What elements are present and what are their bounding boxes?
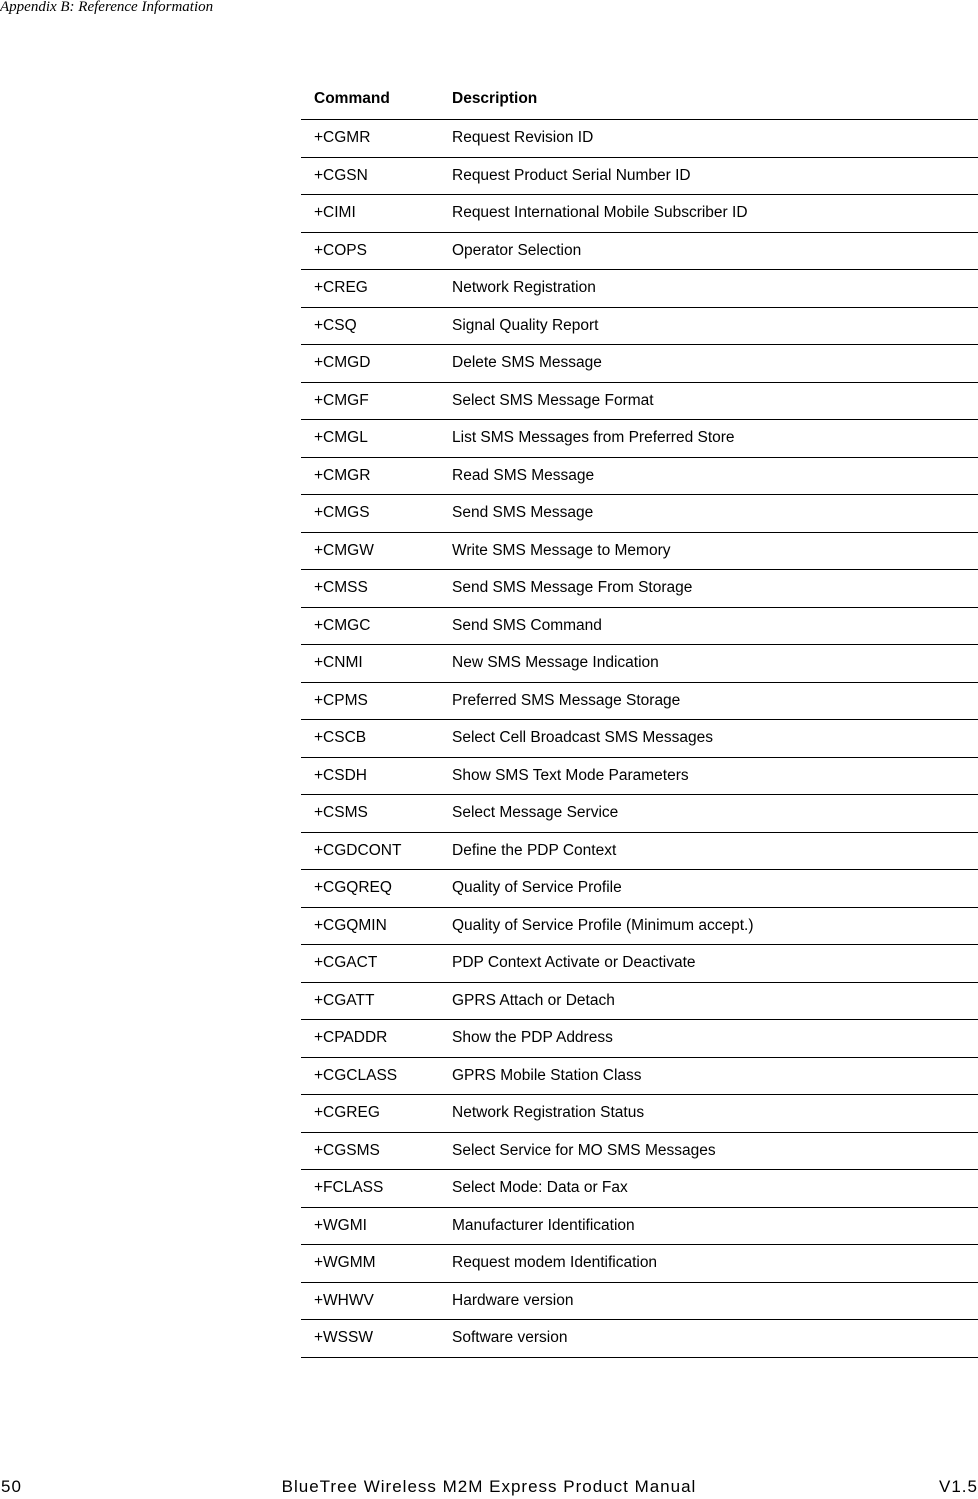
table-row — [301, 1020, 978, 1058]
command-cell: +CSQ — [301, 307, 452, 345]
command-cell: +CGREG — [301, 1095, 452, 1133]
command-cell: +CMGC — [301, 607, 452, 645]
command-cell: +CGACT — [301, 945, 452, 983]
description-cell: GPRS Mobile Station Class — [452, 1057, 978, 1095]
table-row — [301, 1170, 978, 1208]
description-cell: Signal Quality Report — [452, 307, 978, 345]
table-row — [301, 795, 978, 833]
description-cell: Quality of Service Profile (Minimum accept.) — [452, 907, 978, 945]
running-header: Appendix B: Reference Information — [0, 0, 214, 15]
command-cell: +CGQREQ — [301, 870, 452, 908]
table-row — [301, 1245, 978, 1283]
command-cell: +CSCB — [301, 720, 452, 758]
command-cell: +CMGD — [301, 345, 452, 383]
command-cell: +CGCLASS — [301, 1057, 452, 1095]
table-row — [301, 982, 978, 1020]
command-cell: +CMSS — [301, 570, 452, 608]
description-cell: Network Registration — [452, 270, 978, 308]
table-row — [301, 832, 978, 870]
description-cell: Request Revision ID — [452, 120, 978, 158]
description-cell: Quality of Service Profile — [452, 870, 978, 908]
description-cell: Select SMS Message Format — [452, 382, 978, 420]
page-number: 50 — [1, 1477, 22, 1496]
description-cell: Hardware version — [452, 1282, 978, 1320]
description-cell: Preferred SMS Message Storage — [452, 682, 978, 720]
command-cell: +CREG — [301, 270, 452, 308]
table-row — [301, 1207, 978, 1245]
table-row — [301, 157, 978, 195]
table-row — [301, 345, 978, 383]
description-cell: Send SMS Message — [452, 495, 978, 533]
command-cell: +CGATT — [301, 982, 452, 1020]
description-cell: Request Product Serial Number ID — [452, 157, 978, 195]
command-cell: +CGSN — [301, 157, 452, 195]
description-cell: Select Mode: Data or Fax — [452, 1170, 978, 1208]
command-cell: +CIMI — [301, 195, 452, 233]
command-cell: +CNMI — [301, 645, 452, 683]
table-row — [301, 1132, 978, 1170]
description-cell: Show the PDP Address — [452, 1020, 978, 1058]
table-row — [301, 495, 978, 533]
command-cell: +CGMR — [301, 120, 452, 158]
table-row — [301, 1282, 978, 1320]
command-cell: +CGQMIN — [301, 907, 452, 945]
command-cell: +WHWV — [301, 1282, 452, 1320]
table-row — [301, 420, 978, 458]
table-row — [301, 457, 978, 495]
description-cell: PDP Context Activate or Deactivate — [452, 945, 978, 983]
command-cell: +CGSMS — [301, 1132, 452, 1170]
command-cell: +CMGW — [301, 532, 452, 570]
description-cell: List SMS Messages from Preferred Store — [452, 420, 978, 458]
table-row — [301, 120, 978, 158]
column-header-command: Command — [301, 78, 452, 120]
document-title: BlueTree Wireless M2M Express Product Manual — [281, 1477, 697, 1496]
table-row — [301, 270, 978, 308]
command-cell: +CPMS — [301, 682, 452, 720]
description-cell: Show SMS Text Mode Parameters — [452, 757, 978, 795]
command-cell: +CMGR — [301, 457, 452, 495]
description-cell: GPRS Attach or Detach — [452, 982, 978, 1020]
table-row — [301, 757, 978, 795]
table-row — [301, 720, 978, 758]
table-row — [301, 307, 978, 345]
description-cell: Request International Mobile Subscriber ID — [452, 195, 978, 233]
table-row — [301, 232, 978, 270]
description-cell: Send SMS Message From Storage — [452, 570, 978, 608]
document-version: V1.5 — [939, 1477, 978, 1496]
command-cell: +CMGF — [301, 382, 452, 420]
table-row — [301, 195, 978, 233]
table-row — [301, 682, 978, 720]
table-body — [301, 120, 978, 1358]
column-header-description: Description — [452, 78, 978, 120]
description-cell: Manufacturer Identification — [452, 1207, 978, 1245]
table-row — [301, 945, 978, 983]
running-footer — [0, 1477, 978, 1499]
table-row — [301, 382, 978, 420]
command-cell: +CSDH — [301, 757, 452, 795]
description-cell: Write SMS Message to Memory — [452, 532, 978, 570]
table-row — [301, 645, 978, 683]
description-cell: Define the PDP Context — [452, 832, 978, 870]
description-cell: Select Service for MO SMS Messages — [452, 1132, 978, 1170]
command-cell: +COPS — [301, 232, 452, 270]
table-row — [301, 532, 978, 570]
command-cell: +CGDCONT — [301, 832, 452, 870]
command-cell: +FCLASS — [301, 1170, 452, 1208]
table-row — [301, 907, 978, 945]
description-cell: Operator Selection — [452, 232, 978, 270]
description-cell: Network Registration Status — [452, 1095, 978, 1133]
table-row — [301, 570, 978, 608]
description-cell: Send SMS Command — [452, 607, 978, 645]
table-row — [301, 1095, 978, 1133]
description-cell: Select Cell Broadcast SMS Messages — [452, 720, 978, 758]
command-cell: +WGMM — [301, 1245, 452, 1283]
command-cell: +CPADDR — [301, 1020, 452, 1058]
table-header-row — [301, 78, 978, 120]
command-cell: +CMGL — [301, 420, 452, 458]
table-row — [301, 607, 978, 645]
description-cell: Request modem Identification — [452, 1245, 978, 1283]
table-row — [301, 1057, 978, 1095]
command-cell: +CSMS — [301, 795, 452, 833]
command-cell: +WSSW — [301, 1320, 452, 1358]
command-table — [301, 78, 978, 1358]
description-cell: Select Message Service — [452, 795, 978, 833]
table-row — [301, 870, 978, 908]
table-row — [301, 1320, 978, 1358]
description-cell: Software version — [452, 1320, 978, 1358]
command-cell: +WGMI — [301, 1207, 452, 1245]
description-cell: Delete SMS Message — [452, 345, 978, 383]
command-cell: +CMGS — [301, 495, 452, 533]
description-cell: New SMS Message Indication — [452, 645, 978, 683]
description-cell: Read SMS Message — [452, 457, 978, 495]
